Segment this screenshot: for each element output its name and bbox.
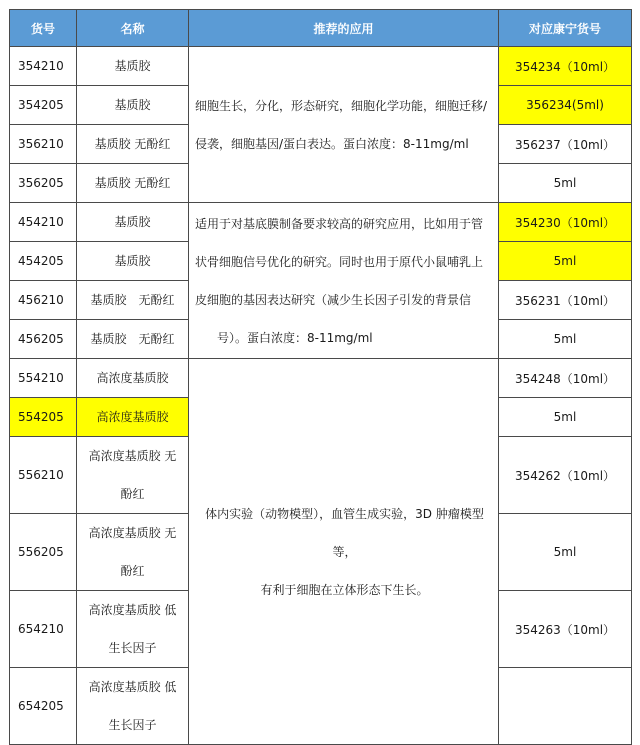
- cell-code: 556205: [10, 514, 77, 591]
- header-code: 货号: [10, 10, 77, 47]
- cell-code: 654210: [10, 591, 77, 668]
- name-line: 酚红: [120, 487, 145, 501]
- name-line: 高浓度基质胶 无: [88, 449, 177, 463]
- cell-name: 基质胶 无酚红: [77, 164, 189, 203]
- cell-ref: 5ml: [499, 320, 632, 359]
- cell-code: 454210: [10, 203, 77, 242]
- application-group-1: [189, 47, 499, 203]
- cell-code: 454205: [10, 242, 77, 281]
- application-line: 侵袭，细胞基因/蛋白表达。蛋白浓度：8-11mg/ml: [195, 136, 469, 151]
- cell-ref: 5ml: [499, 514, 632, 591]
- cell-ref: [499, 668, 632, 745]
- header-row: [10, 10, 632, 47]
- cell-code: 554205: [10, 398, 77, 437]
- application-line: 适用于对基底膜制备要求较高的研究应用，比如用于管: [195, 216, 484, 231]
- cell-name: [77, 668, 189, 745]
- cell-name: 高浓度基质胶: [77, 398, 189, 437]
- cell-ref: 354230（10ml）: [499, 203, 632, 242]
- cell-ref: 5ml: [499, 164, 632, 203]
- cell-name: 基质胶 无酚红: [77, 125, 189, 164]
- name-line: 生长因子: [108, 641, 157, 655]
- cell-name: 基质胶 无酚红: [77, 320, 189, 359]
- name-line: 高浓度基质胶 无: [88, 526, 177, 540]
- cell-code: 456205: [10, 320, 77, 359]
- cell-name: [77, 437, 189, 514]
- name-line: 生长因子: [108, 718, 157, 732]
- cell-ref: 356237（10ml）: [499, 125, 632, 164]
- application-group-3: [189, 359, 499, 745]
- cell-name: 高浓度基质胶: [77, 359, 189, 398]
- cell-ref: 354263（10ml）: [499, 591, 632, 668]
- application-group-2: [189, 203, 499, 359]
- cell-code: 354205: [10, 86, 77, 125]
- cell-name: [77, 514, 189, 591]
- application-line: 状骨细胞信号优化的研究。同时也用于原代小鼠哺乳上: [195, 254, 484, 269]
- cell-code: 354210: [10, 47, 77, 86]
- product-table: [9, 9, 632, 745]
- cell-ref: 5ml: [499, 398, 632, 437]
- header-name: 名称: [77, 10, 189, 47]
- cell-code: 356210: [10, 125, 77, 164]
- cell-ref: 356231（10ml）: [499, 281, 632, 320]
- cell-ref: 5ml: [499, 242, 632, 281]
- cell-name: 基质胶: [77, 47, 189, 86]
- cell-ref: 354248（10ml）: [499, 359, 632, 398]
- cell-name: 基质胶: [77, 86, 189, 125]
- application-line: 有利于细胞在立体形态下生长。: [260, 582, 429, 597]
- cell-name: [77, 591, 189, 668]
- header-application: 推荐的应用: [189, 10, 499, 47]
- cell-name: 基质胶: [77, 242, 189, 281]
- cell-code: 554210: [10, 359, 77, 398]
- cell-name: 基质胶 无酚红: [77, 281, 189, 320]
- name-line: 高浓度基质胶 低: [88, 603, 177, 617]
- name-line: 酚红: [120, 564, 145, 578]
- cell-ref: 354234（10ml）: [499, 47, 632, 86]
- cell-code: 456210: [10, 281, 77, 320]
- name-line: 高浓度基质胶 低: [88, 680, 177, 694]
- table-row: [10, 359, 632, 398]
- cell-ref: 354262（10ml）: [499, 437, 632, 514]
- table-row: [10, 203, 632, 242]
- cell-name: 基质胶: [77, 203, 189, 242]
- cell-ref: 356234(5ml): [499, 86, 632, 125]
- table-row: [10, 47, 632, 86]
- cell-code: 356205: [10, 164, 77, 203]
- application-line: 细胞生长，分化，形态研究，细胞化学功能，细胞迁移/: [195, 98, 488, 113]
- header-ref: 对应康宁货号: [499, 10, 632, 47]
- application-line: 皮细胞的基因表达研究（减少生长因子引发的背景信: [195, 292, 472, 307]
- cell-code: 556210: [10, 437, 77, 514]
- application-line: 号）。蛋白浓度：8-11mg/ml: [217, 330, 373, 345]
- cell-code: 654205: [10, 668, 77, 745]
- application-line: 体内实验（动物模型），血管生成实验，3D 肿瘤模型等，: [205, 506, 484, 559]
